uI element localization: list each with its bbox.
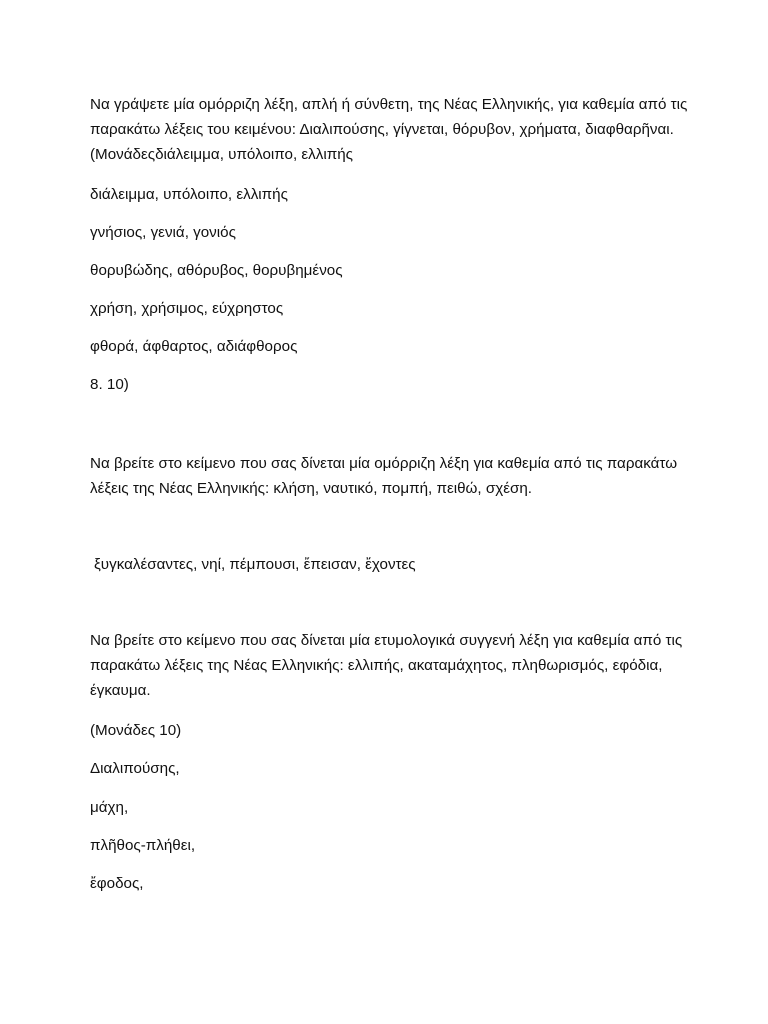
points-note: (Μονάδες 10): [90, 722, 182, 739]
question-2-prompt: Να βρείτε στο κείμενο που σας δίνεται μία ομόρριζη λέξη για καθεμία από τις παρακάτω λέξεις της Νέας Ελληνικής: κλήση, ναυτικό, πομπή, πειθώ, σχέση.: [90, 455, 678, 497]
answer-line: θορυβώδης, αθόρυβος, θορυβημένος: [90, 262, 343, 279]
answer-line: χρήση, χρήσιμος, εύχρηστος: [90, 300, 284, 317]
answer-line: μάχη,: [90, 799, 129, 816]
answer-line: γνήσιος, γενιά, γονιός: [90, 224, 236, 241]
answer-line: Διαλιπούσης,: [90, 760, 180, 777]
answer-line: φθορά, άφθαρτος, αδιάφθορος: [90, 338, 298, 355]
points-note: 8. 10): [90, 376, 129, 393]
answer-line: ξυγκαλέσαντες, νηί, πέμπουσι, ἔπεισαν, ἔχοντες: [94, 556, 416, 573]
answer-line: πλῆθος-πλήθει,: [90, 837, 196, 854]
question-1-prompt: Να γράψετε μία ομόρριζη λέξη, απλή ή σύνθετη, της Νέας Ελληνικής, για καθεμία από τις παρακάτω λέξεις του κειμένου: Διαλιπούσης, γίγνεται, θόρυβον, χρήματα, διαφθαρῆναι. (Μονάδεςδιάλειμμα, υπόλοιπο, ελλιπής: [90, 96, 688, 163]
answer-line: διάλειμμα, υπόλοιπο, ελλιπής: [90, 186, 288, 203]
question-3-prompt: Να βρείτε στο κείμενο που σας δίνεται μία ετυμολογικά συγγενή λέξη για καθεμία από τις παρακάτω λέξεις της Νέας Ελληνικής: ελλιπής, ακαταμάχητος, πληθωρισμός, εφόδια, έγκαυμα.: [90, 632, 683, 699]
answer-line: ἔφοδος,: [90, 875, 144, 892]
